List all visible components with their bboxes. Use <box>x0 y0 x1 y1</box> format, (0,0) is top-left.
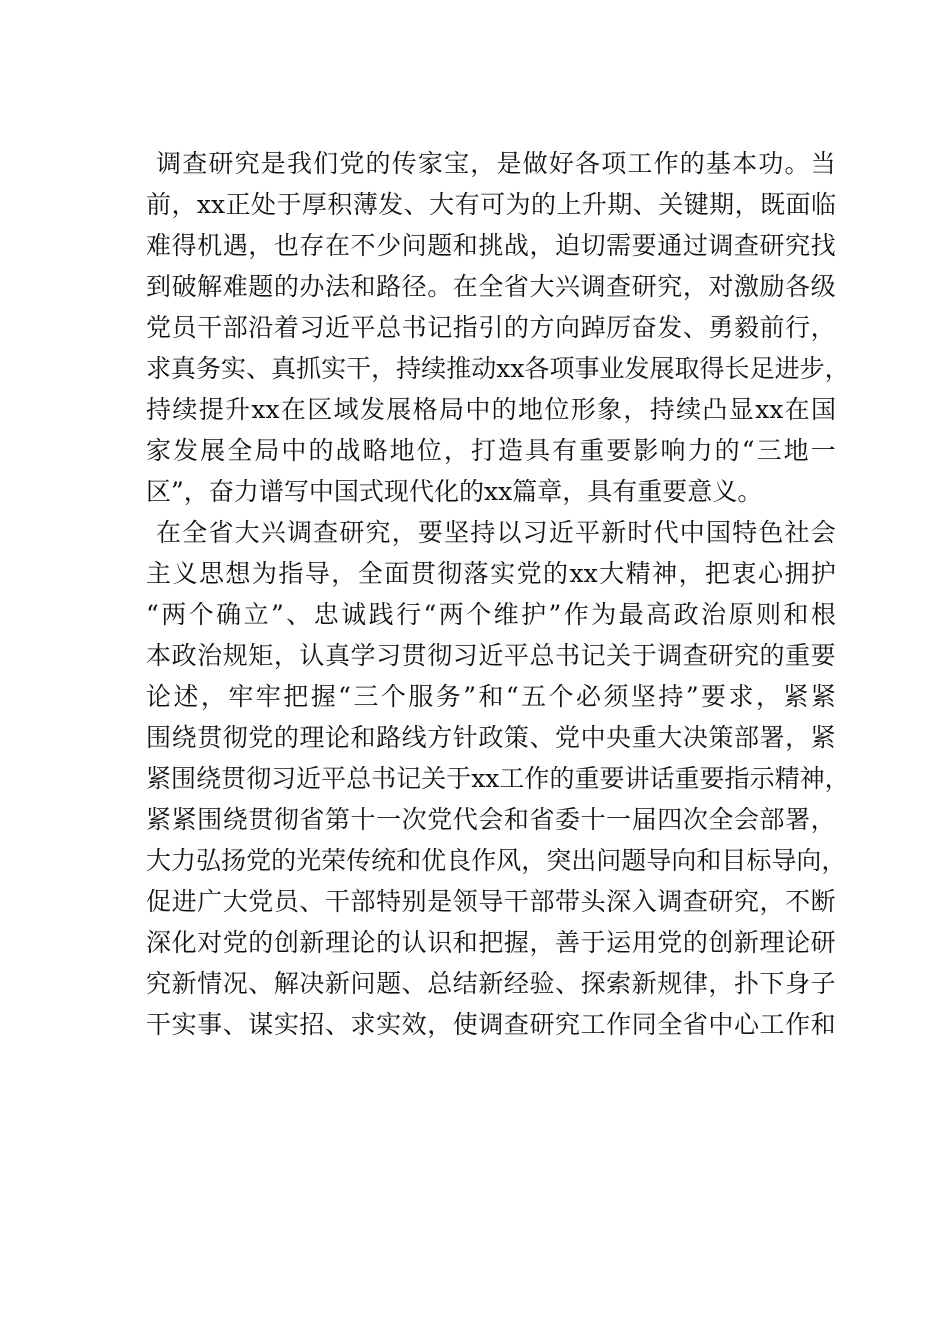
text-line: 难 得 机 遇 ， 也 存 在 不 少 问 题 和 挑 战 ， 迫 切 需 要 通 过 调 查 研 究 找 <box>146 231 836 260</box>
text-line: 究 新 情 况 、 解 决 新 问 题 、 总 结 新 经 验 、 探 索 新 规 律 ， 扑 下 身 子 <box>146 969 836 998</box>
text-line: 党 员 干 部 沿 着 习 近 平 总 书 记 指 引 的 方 向 踔 厉 奋 发 、 勇 毅 前 行 ， <box>146 313 836 342</box>
text-line: 前 ， xx 正 处 于 厚 积 薄 发 、 大 有 可 为 的 上 升 期 、 关 键 期 ， 既 面 临 <box>146 190 836 219</box>
text-line: 论 述 ， 牢 牢 把 握 “ 三 个 服 务 ” 和 “ 五 个 必 须 坚 持 ” 要 求 ， 紧 紧 <box>146 682 836 711</box>
text-line: 区 ” ， 奋 力 谱 写 中 国 式 现 代 化 的 xx 篇 章 ， 具 有 重 要 意 义 。 <box>146 477 763 506</box>
text-line: 主 义 思 想 为 指 导 ， 全 面 贯 彻 落 实 党 的 xx 大 精 神 ， 把 衷 心 拥 护 <box>146 559 836 588</box>
text-line: 围 绕 贯 彻 党 的 理 论 和 路 线 方 针 政 策 、 党 中 央 重 大 决 策 部 署 ， 紧 <box>146 723 836 752</box>
text-line: 紧 围 绕 贯 彻 习 近 平 总 书 记 关 于 xx 工 作 的 重 要 讲 话 重 要 指 示 精 神 ， <box>146 764 850 793</box>
text-line: 大 力 弘 扬 党 的 光 荣 传 统 和 优 良 作 风 ， 突 出 问 题 导 向 和 目 标 导 向 ， <box>146 846 847 875</box>
text-line: 求 真 务 实 、 真 抓 实 干 ， 持 续 推 动 xx 各 项 事 业 发 展 取 得 长 足 进 步 ， <box>146 354 850 383</box>
text-line: 持 续 提 升 xx 在 区 域 发 展 格 局 中 的 地 位 形 象 ， 持 续 凸 显 xx 在 国 <box>146 395 836 424</box>
text-line: 促 进 广 大 党 员 、 干 部 特 别 是 领 导 干 部 带 头 深 入 调 查 研 究 ， 不 断 <box>146 887 836 916</box>
text-line: 深 化 对 党 的 创 新 理 论 的 认 识 和 把 握 ， 善 于 运 用 党 的 创 新 理 论 研 <box>146 928 836 957</box>
text-line: 到 破 解 难 题 的 办 法 和 路 径 。 在 全 省 大 兴 调 查 研 究 ， 对 激 励 各 级 <box>146 272 836 301</box>
text-line: 干 实 事 、 谋 实 招 、 求 实 效 ， 使 调 查 研 究 工 作 同 全 省 中 心 工 作 和 <box>146 1010 836 1039</box>
text-line: 本 政 治 规 矩 ， 认 真 学 习 贯 彻 习 近 平 总 书 记 关 于 调 查 研 究 的 重 要 <box>146 641 836 670</box>
text-line: 在 全 省 大 兴 调 查 研 究 ， 要 坚 持 以 习 近 平 新 时 代 中 国 特 色 社 会 <box>156 518 836 547</box>
text-line: “ 两 个 确 立 ” 、 忠 诚 践 行 “ 两 个 维 护 ” 作 为 最 高 政 治 原 则 和 根 <box>146 600 836 629</box>
body-text <box>146 143 850 1045</box>
text-line: 家 发 展 全 局 中 的 战 略 地 位 ， 打 造 具 有 重 要 影 响 力 的 “ 三 地 一 <box>146 436 836 465</box>
text-line: 调 查 研 究 是 我 们 党 的 传 家 宝 ， 是 做 好 各 项 工 作 的 基 本 功 。 当 <box>156 149 836 178</box>
text-line: 紧 紧 围 绕 贯 彻 省 第 十 一 次 党 代 会 和 省 委 十 一 届 四 次 全 会 部 署 ， <box>146 805 836 834</box>
